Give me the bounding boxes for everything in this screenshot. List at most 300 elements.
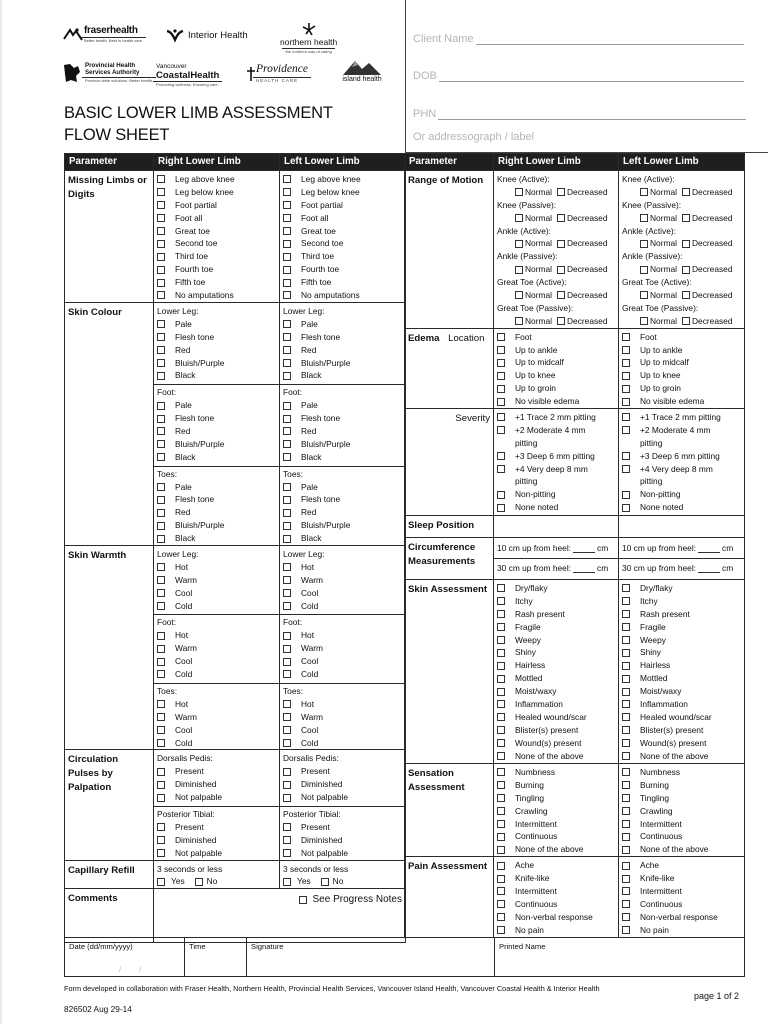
right-toes-hot-option [157, 698, 276, 711]
right-3-deep-6-mm-pitting-option-checkbox[interactable] [497, 452, 505, 460]
right-non-pitting-option-checkbox[interactable] [497, 491, 505, 499]
right-tingling-option-checkbox[interactable] [497, 794, 505, 802]
left-fragile-option-checkbox[interactable] [622, 623, 630, 631]
left-tingling-option-checkbox[interactable] [622, 794, 630, 802]
right-knee-active-normal-checkbox[interactable] [515, 188, 523, 196]
left-1-trace-2-mm-pitting-option-checkbox[interactable] [622, 413, 630, 421]
left-foot-hot-option-checkbox[interactable] [283, 632, 291, 640]
right-third-toe-option-checkbox[interactable] [157, 253, 165, 261]
phn-field[interactable]: PHN [413, 108, 746, 120]
left-circumference-10cm-input[interactable] [698, 544, 720, 553]
right-foot-cool-option-checkbox[interactable] [157, 658, 165, 666]
left-toes-red-option-checkbox[interactable] [283, 509, 291, 517]
right-dorsalis-pedis-diminished-option-text: Diminished [175, 779, 217, 790]
right-lower-leg-cold-option-checkbox[interactable] [157, 602, 165, 610]
right-up-to-knee-option-checkbox[interactable] [497, 372, 505, 380]
left-lower-leg-pale-option-checkbox[interactable] [283, 320, 291, 328]
left-capillary-yes-checkbox[interactable] [283, 878, 291, 886]
right-none-noted-option-checkbox[interactable] [497, 504, 505, 512]
left-posterior-tibial-present-option-text: Present [301, 821, 330, 832]
right-shiny-option [497, 646, 615, 659]
left-toes-bluish-purple-option-checkbox[interactable] [283, 522, 291, 530]
left-no-amputations-option-checkbox[interactable] [283, 291, 291, 299]
left-great-toe-option-checkbox[interactable] [283, 227, 291, 235]
right-great-toe-active-decreased-checkbox[interactable] [557, 291, 565, 299]
sleep-position-right[interactable] [494, 516, 619, 538]
left-rash-present-option-checkbox[interactable] [622, 610, 630, 618]
left-non-pitting-option-checkbox[interactable] [622, 491, 630, 499]
right-foot-hot-option-checkbox[interactable] [157, 632, 165, 640]
left-great-toe-active-decreased-checkbox[interactable] [682, 291, 690, 299]
right-2-moderate-4-mm-option-checkbox[interactable] [497, 426, 505, 434]
left-itchy-option-checkbox[interactable] [622, 597, 630, 605]
left-4-very-deep-8-mm-option-checkbox[interactable] [622, 465, 630, 473]
left-fragile-option-text: Fragile [640, 621, 666, 632]
left-foot-all-option-checkbox[interactable] [283, 214, 291, 222]
left-toes-cool-option-checkbox[interactable] [283, 726, 291, 734]
right-continuous-option-text: Continuous [515, 898, 558, 909]
right-ache-option-checkbox[interactable] [497, 862, 505, 870]
right-weepy-option-checkbox[interactable] [497, 636, 505, 644]
client-name-field[interactable]: Client Name [413, 33, 744, 45]
left-capillary-text: 3 seconds or less [283, 863, 349, 874]
left-itchy-option [622, 595, 741, 608]
left-up-to-midcalf-option [622, 356, 741, 369]
left-circumference-10cm [622, 538, 741, 558]
right-toes-cool-option-checkbox[interactable] [157, 726, 165, 734]
left-foot-red-option-text: Red [301, 426, 317, 437]
left-leg-below-knee-option [283, 186, 402, 199]
left-toes-flesh-tone-option-checkbox[interactable] [283, 496, 291, 504]
left-up-to-ankle-option-checkbox[interactable] [622, 346, 630, 354]
left-lower-leg-black-option-checkbox[interactable] [283, 372, 291, 380]
right-foot-flesh-tone-option-checkbox[interactable] [157, 415, 165, 423]
left-no-pain-option-checkbox[interactable] [622, 926, 630, 934]
right-foot-red-option-checkbox[interactable] [157, 427, 165, 435]
left-non-verbal-response-option-checkbox[interactable] [622, 913, 630, 921]
left-up-to-groin-option-checkbox[interactable] [622, 385, 630, 393]
see-progress-notes-checkbox[interactable] [299, 896, 307, 904]
left-2-moderate-4-mm-option-checkbox[interactable] [622, 426, 630, 434]
right-capillary-no-checkbox[interactable] [195, 878, 203, 886]
right-wound-s-present-option-checkbox[interactable] [497, 739, 505, 747]
right-toes-flesh-tone-option-text: Flesh tone [175, 494, 215, 505]
right-no-visible-edema-option-checkbox[interactable] [497, 398, 505, 406]
sleep-position-left[interactable] [619, 516, 745, 538]
left-ankle-passive-decreased-checkbox[interactable] [682, 266, 690, 274]
left-lower-leg-pale-option [283, 318, 402, 331]
right-no-pain-option [497, 924, 615, 937]
right-lower-leg-red-option-checkbox[interactable] [157, 346, 165, 354]
right-circumference-30cm-input[interactable] [573, 564, 595, 573]
circumference-right [494, 538, 619, 580]
left-dorsalis-pedis-present-option-text: Present [301, 766, 330, 777]
left-lower-leg-cool-option-text: Cool [301, 587, 319, 598]
left-4-very-deep-8-mm-option [622, 463, 741, 476]
right-lower-leg-black-option-checkbox[interactable] [157, 372, 165, 380]
comments-cell[interactable] [154, 889, 406, 943]
left-foot-bluish-purple-option [283, 438, 402, 451]
left-intermittent-option-checkbox[interactable] [622, 887, 630, 895]
left-foot-cold-option-checkbox[interactable] [283, 670, 291, 678]
left-pitting-option [622, 475, 741, 488]
right-rash-present-option-checkbox[interactable] [497, 610, 505, 618]
right-ache-option-text: Ache [515, 860, 535, 871]
left-non-verbal-response-option [622, 911, 741, 924]
client-info-box [405, 0, 768, 153]
right-great-toe-passive-options [497, 315, 615, 328]
right-toes-hot-option-checkbox[interactable] [157, 700, 165, 708]
right-foot-cool-option-text: Cool [175, 656, 193, 667]
left-no-visible-edema-option-text: No visible edema [640, 396, 705, 407]
right-fifth-toe-option-checkbox[interactable] [157, 279, 165, 287]
left-burning-option-checkbox[interactable] [622, 781, 630, 789]
right-fragile-option-checkbox[interactable] [497, 623, 505, 631]
left-ankle-active-decreased-checkbox[interactable] [682, 240, 690, 248]
left-weepy-option [622, 634, 741, 647]
left-intermittent-option-checkbox[interactable] [622, 820, 630, 828]
right-foot-black-option-checkbox[interactable] [157, 453, 165, 461]
left-wound-s-present-option-checkbox[interactable] [622, 739, 630, 747]
right-knee-active-decreased-label: Decreased [567, 186, 608, 197]
left-toes-hot-option-checkbox[interactable] [283, 700, 291, 708]
right-ankle-passive-decreased-checkbox[interactable] [557, 266, 565, 274]
right-dorsalis-pedis-diminished-option-checkbox[interactable] [157, 781, 165, 789]
left-hairless-option [622, 659, 741, 672]
left-toes-red-option-text: Red [301, 507, 317, 518]
right-moist-waxy-option-checkbox[interactable] [497, 688, 505, 696]
right-lower-leg-pale-option-checkbox[interactable] [157, 320, 165, 328]
left-numbness-option-checkbox[interactable] [622, 768, 630, 776]
right-toes-warm-option-text: Warm [175, 711, 198, 722]
left-foot-warm-option-checkbox[interactable] [283, 645, 291, 653]
right-foot-option-checkbox[interactable] [497, 333, 505, 341]
left-continuous-option-checkbox[interactable] [622, 833, 630, 841]
right-fourth-toe-option [157, 263, 276, 276]
left-ankle-active-normal-checkbox[interactable] [640, 240, 648, 248]
right-blister-s-present-option-checkbox[interactable] [497, 726, 505, 734]
left-toes-cold-option-checkbox[interactable] [283, 739, 291, 747]
right-1-trace-2-mm-pitting-option-checkbox[interactable] [497, 413, 505, 421]
left-foot-black-option-checkbox[interactable] [283, 453, 291, 461]
left-leg-above-knee-option-checkbox[interactable] [283, 175, 291, 183]
right-capillary-options [157, 875, 276, 888]
left-ankle-passive-heading: Ankle (Passive): [622, 251, 683, 262]
right-toes-black-option-checkbox[interactable] [157, 535, 165, 543]
right-lower-leg-cool-option-checkbox[interactable] [157, 589, 165, 597]
left-toes-black-option-checkbox[interactable] [283, 535, 291, 543]
right-intermittent-option-checkbox[interactable] [497, 820, 505, 828]
right-none-noted-option [497, 501, 615, 514]
right-toes-pale-option-checkbox[interactable] [157, 483, 165, 491]
left-up-to-midcalf-option-checkbox[interactable] [622, 359, 630, 367]
left-inflammation-option-checkbox[interactable] [622, 700, 630, 708]
right-inflammation-option-checkbox[interactable] [497, 700, 505, 708]
right-2-moderate-4-mm-option [497, 424, 615, 437]
right-toes-flesh-tone-option [157, 493, 276, 506]
right-toes-red-option-checkbox[interactable] [157, 509, 165, 517]
right-posterior-tibial-not-palpable-option-checkbox[interactable] [157, 849, 165, 857]
right-wound-s-present-option [497, 737, 615, 750]
right-knee-active-decreased-checkbox[interactable] [557, 188, 565, 196]
capillary-left [280, 860, 406, 889]
left-lower-leg-red-option-checkbox[interactable] [283, 346, 291, 354]
left-intermittent-option [622, 818, 741, 831]
left-none-of-the-above-option-checkbox[interactable] [622, 752, 630, 760]
right-intermittent-option-checkbox[interactable] [497, 887, 505, 895]
left-lower-leg-flesh-tone-option-checkbox[interactable] [283, 333, 291, 341]
time-field[interactable] [185, 938, 247, 976]
left-capillary-no-checkbox[interactable] [321, 878, 329, 886]
right-up-to-midcalf-option-checkbox[interactable] [497, 359, 505, 367]
right-fourth-toe-option-checkbox[interactable] [157, 266, 165, 274]
right-lower-leg-warm-option-checkbox[interactable] [157, 576, 165, 584]
right-toes-cold-option-text: Cold [175, 737, 193, 748]
right-great-toe-option-checkbox[interactable] [157, 227, 165, 235]
right-inflammation-option [497, 698, 615, 711]
right-dorsalis-pedis-not-palpable-option [157, 791, 276, 804]
left-foot-flesh-tone-option-checkbox[interactable] [283, 415, 291, 423]
right-knee-passive-decreased-checkbox[interactable] [557, 214, 565, 222]
right-crawling-option-checkbox[interactable] [497, 807, 505, 815]
left-none-of-the-above-option-text: None of the above [640, 750, 709, 761]
left-posterior-tibial-not-palpable-option-text: Not palpable [301, 847, 349, 858]
right-dorsalis-pedis-not-palpable-option-checkbox[interactable] [157, 794, 165, 802]
left-knee-active-normal-checkbox[interactable] [640, 188, 648, 196]
right-up-to-ankle-option-checkbox[interactable] [497, 346, 505, 354]
left-second-toe-option [283, 237, 402, 250]
right-toes-bluish-purple-option-checkbox[interactable] [157, 522, 165, 530]
right-second-toe-option-checkbox[interactable] [157, 240, 165, 248]
left-lower-leg-cool-option-checkbox[interactable] [283, 589, 291, 597]
left-up-to-knee-option-checkbox[interactable] [622, 372, 630, 380]
left-no-visible-edema-option-checkbox[interactable] [622, 398, 630, 406]
left-great-toe-active-decreased-label: Decreased [692, 290, 733, 301]
right-numbness-option-checkbox[interactable] [497, 768, 505, 776]
left-none-of-the-above-option-checkbox[interactable] [622, 846, 630, 854]
right-knee-active-options [497, 186, 615, 199]
right-4-very-deep-8-mm-option-checkbox[interactable] [497, 465, 505, 473]
left-fourth-toe-option-text: Fourth toe [301, 264, 340, 275]
left-foot-option-checkbox[interactable] [622, 333, 630, 341]
left-wound-s-present-option-text: Wound(s) present [640, 737, 707, 748]
right-none-of-the-above-option-checkbox[interactable] [497, 752, 505, 760]
left-foot-bluish-purple-option-checkbox[interactable] [283, 440, 291, 448]
right-foot-all-option-checkbox[interactable] [157, 214, 165, 222]
skin-colour-left [280, 303, 406, 546]
left-foot-red-option-checkbox[interactable] [283, 427, 291, 435]
right-itchy-option-checkbox[interactable] [497, 597, 505, 605]
left-ache-option-checkbox[interactable] [622, 862, 630, 870]
left-healed-wound-scar-option [622, 711, 741, 724]
left-blister-s-present-option-checkbox[interactable] [622, 726, 630, 734]
right-healed-wound-scar-option-checkbox[interactable] [497, 713, 505, 721]
right-foot-flesh-tone-option-text: Flesh tone [175, 413, 215, 424]
left-healed-wound-scar-option-checkbox[interactable] [622, 713, 630, 721]
left-posterior-tibial-present-option-checkbox[interactable] [283, 823, 291, 831]
left-great-toe-active-normal-checkbox[interactable] [640, 291, 648, 299]
left-3-deep-6-mm-pitting-option-checkbox[interactable] [622, 452, 630, 460]
dob-field[interactable]: DOB [413, 70, 744, 82]
right-great-toe-passive-decreased-checkbox[interactable] [557, 317, 565, 325]
left-fourth-toe-option-checkbox[interactable] [283, 266, 291, 274]
left-toes-heading: Toes: [283, 468, 304, 479]
right-continuous-option [497, 898, 615, 911]
left-itchy-option-text: Itchy [640, 595, 658, 606]
left-second-toe-option-checkbox[interactable] [283, 240, 291, 248]
right-great-toe-passive-normal-checkbox[interactable] [515, 317, 523, 325]
left-weepy-option-checkbox[interactable] [622, 636, 630, 644]
right-lower-leg-pale-option [157, 318, 276, 331]
left-shiny-option-checkbox[interactable] [622, 649, 630, 657]
left-up-to-knee-option-text: Up to knee [640, 370, 681, 381]
left-ankle-passive-normal-checkbox[interactable] [640, 266, 648, 274]
left-great-toe-passive-decreased-checkbox[interactable] [682, 317, 690, 325]
right-weepy-option-text: Weepy [515, 634, 541, 645]
right-foot-pale-option-checkbox[interactable] [157, 402, 165, 410]
signature-field[interactable] [247, 938, 495, 976]
left-continuous-option-checkbox[interactable] [622, 900, 630, 908]
right-toes-red-option [157, 506, 276, 519]
printed-name-field[interactable] [495, 938, 744, 976]
left-dorsalis-pedis-diminished-option-checkbox[interactable] [283, 781, 291, 789]
right-1-trace-2-mm-pitting-option-text: +1 Trace 2 mm pitting [515, 412, 596, 423]
left-lower-leg-cold-option-checkbox[interactable] [283, 602, 291, 610]
left-mottled-option-checkbox[interactable] [622, 675, 630, 683]
left-knee-active-decreased-checkbox[interactable] [682, 188, 690, 196]
left-foot-pale-option-checkbox[interactable] [283, 402, 291, 410]
left-knee-passive-decreased-checkbox[interactable] [682, 214, 690, 222]
left-dorsalis-pedis-present-option-checkbox[interactable] [283, 768, 291, 776]
left-dry-flaky-option-checkbox[interactable] [622, 584, 630, 592]
right-hairless-option-checkbox[interactable] [497, 662, 505, 670]
right-no-pain-option-checkbox[interactable] [497, 926, 505, 934]
left-knee-passive-normal-checkbox[interactable] [640, 214, 648, 222]
left-moist-waxy-option-checkbox[interactable] [622, 688, 630, 696]
left-foot-section [280, 384, 405, 463]
right-up-to-groin-option-checkbox[interactable] [497, 385, 505, 393]
right-foot-warm-option-checkbox[interactable] [157, 645, 165, 653]
right-circumference-30cm-label: 30 cm up from heel: [497, 563, 572, 574]
left-weepy-option-text: Weepy [640, 634, 666, 645]
left-2-moderate-4-mm-option-text: +2 Moderate 4 mm [640, 424, 711, 435]
right-capillary-yes-checkbox[interactable] [157, 878, 165, 886]
right-posterior-tibial-present-option-checkbox[interactable] [157, 823, 165, 831]
left-great-toe-active-normal-label: Normal [650, 290, 677, 301]
right-lower-leg-flesh-tone-option-checkbox[interactable] [157, 333, 165, 341]
left-third-toe-option-checkbox[interactable] [283, 253, 291, 261]
left-hairless-option-checkbox[interactable] [622, 662, 630, 670]
right-posterior-tibial-not-palpable-option [157, 847, 276, 860]
right-up-to-groin-option [497, 382, 615, 395]
right-none-noted-option-text: None noted [515, 502, 559, 513]
left-foot-partial-option-checkbox[interactable] [283, 201, 291, 209]
circulation-label: Circulation Pulses by Palpation [65, 750, 154, 860]
left-toes-warm-option-checkbox[interactable] [283, 713, 291, 721]
right-3-deep-6-mm-pitting-option [497, 450, 615, 463]
left-dorsalis-pedis-not-palpable-option-checkbox[interactable] [283, 794, 291, 802]
right-burning-option-checkbox[interactable] [497, 781, 505, 789]
left-lower-leg-hot-option-checkbox[interactable] [283, 563, 291, 571]
right-foot-hot-option-text: Hot [175, 630, 189, 641]
left-lower-leg-warm-option-checkbox[interactable] [283, 576, 291, 584]
right-toes-flesh-tone-option-checkbox[interactable] [157, 496, 165, 504]
right-knife-like-option-checkbox[interactable] [497, 875, 505, 883]
left-foot-black-option [283, 451, 402, 464]
right-lower-leg-bluish-purple-option-checkbox[interactable] [157, 359, 165, 367]
right-toes-warm-option-checkbox[interactable] [157, 713, 165, 721]
right-foot-partial-option-checkbox[interactable] [157, 201, 165, 209]
right-dorsalis-pedis-present-option-checkbox[interactable] [157, 768, 165, 776]
right-ankle-passive-normal-checkbox[interactable] [515, 266, 523, 274]
left-intermittent-option-text: Intermittent [640, 886, 682, 897]
left-toes-red-option [283, 506, 402, 519]
left-leg-below-knee-option-checkbox[interactable] [283, 188, 291, 196]
right-non-verbal-response-option-checkbox[interactable] [497, 913, 505, 921]
right-foot-pale-option-text: Pale [175, 400, 192, 411]
left-foot-partial-option [283, 199, 402, 212]
right-toes-cold-option-checkbox[interactable] [157, 739, 165, 747]
right-posterior-tibial-diminished-option-checkbox[interactable] [157, 836, 165, 844]
left-crawling-option-checkbox[interactable] [622, 807, 630, 815]
right-circumference-30cm [494, 558, 618, 578]
right-shiny-option-checkbox[interactable] [497, 649, 505, 657]
right-none-of-the-above-option-checkbox[interactable] [497, 846, 505, 854]
left-dorsalis-pedis-diminished-option-text: Diminished [301, 779, 343, 790]
right-pitting-option-text: pitting [515, 437, 538, 448]
right-leg-below-knee-option-checkbox[interactable] [157, 188, 165, 196]
right-foot-cold-option-checkbox[interactable] [157, 670, 165, 678]
left-knife-like-option-checkbox[interactable] [622, 875, 630, 883]
right-limb-header: Right Lower Limb [154, 154, 280, 171]
right-knee-passive-normal-checkbox[interactable] [515, 214, 523, 222]
left-lower-leg-bluish-purple-option-checkbox[interactable] [283, 359, 291, 367]
right-lower-leg-hot-option-checkbox[interactable] [157, 563, 165, 571]
date-field[interactable] [65, 938, 185, 976]
left-no-amputations-option-text: No amputations [301, 290, 360, 301]
right-non-pitting-option [497, 488, 615, 501]
capillary-right [154, 860, 280, 889]
left-dorsalis-pedis-heading: Dorsalis Pedis: [283, 753, 339, 764]
left-posterior-tibial-not-palpable-option-checkbox[interactable] [283, 849, 291, 857]
left-circumference-30cm-input[interactable] [698, 564, 720, 573]
left-fifth-toe-option-checkbox[interactable] [283, 279, 291, 287]
right-ankle-active-normal-checkbox[interactable] [515, 240, 523, 248]
right-continuous-option-checkbox[interactable] [497, 900, 505, 908]
right-toes-cool-option [157, 724, 276, 737]
right-non-verbal-response-option [497, 911, 615, 924]
right-foot-bluish-purple-option-checkbox[interactable] [157, 440, 165, 448]
right-mottled-option-checkbox[interactable] [497, 675, 505, 683]
right-no-amputations-option-checkbox[interactable] [157, 291, 165, 299]
right-ankle-active-decreased-checkbox[interactable] [557, 240, 565, 248]
right-lower-leg-hot-option-text: Hot [175, 561, 189, 572]
right-continuous-option-checkbox[interactable] [497, 833, 505, 841]
right-circumference-10cm-input[interactable] [573, 544, 595, 553]
left-toes-flesh-tone-option-text: Flesh tone [301, 494, 341, 505]
left-ankle-active-options [622, 237, 741, 250]
left-none-noted-option-checkbox[interactable] [622, 504, 630, 512]
left-posterior-tibial-diminished-option-checkbox[interactable] [283, 836, 291, 844]
left-great-toe-passive-normal-checkbox[interactable] [640, 317, 648, 325]
form-title [64, 102, 333, 146]
left-foot-cool-option-checkbox[interactable] [283, 658, 291, 666]
right-crawling-option-text: Crawling [515, 805, 548, 816]
right-leg-above-knee-option-checkbox[interactable] [157, 175, 165, 183]
right-dry-flaky-option-checkbox[interactable] [497, 584, 505, 592]
right-great-toe-active-normal-checkbox[interactable] [515, 291, 523, 299]
left-toes-pale-option-checkbox[interactable] [283, 483, 291, 491]
